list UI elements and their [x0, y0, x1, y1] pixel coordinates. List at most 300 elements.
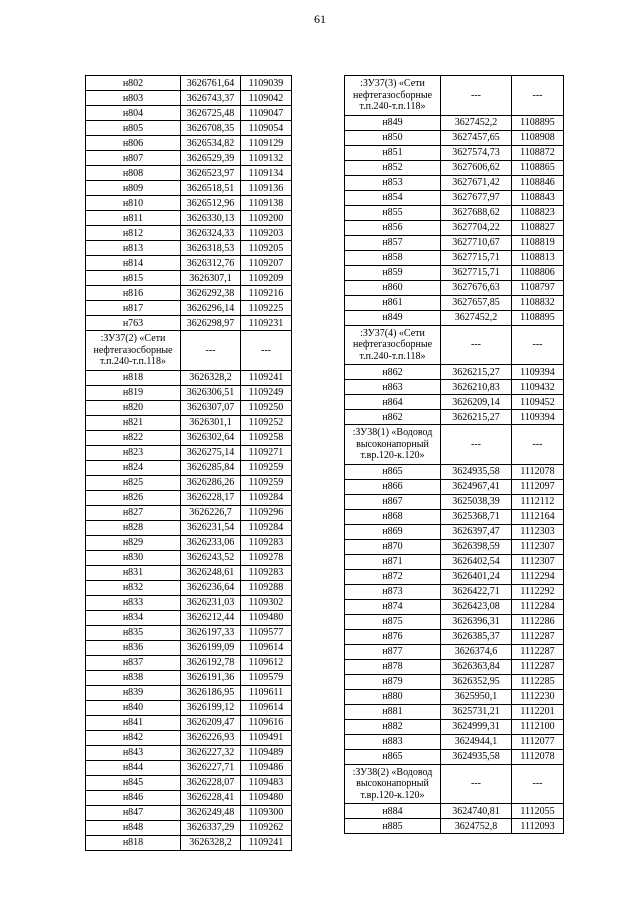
x-cell: 3627715,71: [441, 265, 512, 280]
x-cell: 3626396,31: [441, 614, 512, 629]
point-cell: н856: [345, 220, 441, 235]
y-cell: 1109231: [241, 316, 292, 331]
table-row: [345, 629, 564, 644]
y-cell: 1108813: [512, 250, 564, 265]
x-cell: 3626318,53: [181, 241, 241, 256]
x-cell: 3626249,48: [181, 805, 241, 820]
point-cell: н849: [345, 115, 441, 130]
x-cell: 3627606,62: [441, 160, 512, 175]
point-cell: н844: [86, 760, 181, 775]
point-cell: н807: [86, 151, 181, 166]
table-row: [86, 415, 292, 430]
x-cell: 3626226,93: [181, 730, 241, 745]
x-cell: 3626337,29: [181, 820, 241, 835]
point-cell: н818: [86, 835, 181, 850]
point-cell: н823: [86, 445, 181, 460]
y-cell: 1109283: [241, 535, 292, 550]
x-cell: 3626725,48: [181, 106, 241, 121]
table-row: [345, 479, 564, 494]
y-cell: 1109136: [241, 181, 292, 196]
x-cell: 3627671,42: [441, 175, 512, 190]
x-cell: 3626302,64: [181, 430, 241, 445]
x-cell: 3626210,83: [441, 380, 512, 395]
table-row: [86, 211, 292, 226]
point-cell: н833: [86, 595, 181, 610]
y-cell: 1109200: [241, 211, 292, 226]
table-row: [86, 460, 292, 475]
y-cell: 1109296: [241, 505, 292, 520]
point-cell: н851: [345, 145, 441, 160]
point-cell: н821: [86, 415, 181, 430]
y-cell: 1109054: [241, 121, 292, 136]
point-cell: н820: [86, 400, 181, 415]
x-cell: 3626226,7: [181, 505, 241, 520]
point-cell: н868: [345, 509, 441, 524]
x-cell: 3626209,14: [441, 395, 512, 410]
x-cell: 3626352,95: [441, 674, 512, 689]
point-cell: н806: [86, 136, 181, 151]
y-cell: 1109300: [241, 805, 292, 820]
x-cell: 3626298,97: [181, 316, 241, 331]
point-cell: н830: [86, 550, 181, 565]
y-cell: 1112294: [512, 569, 564, 584]
y-cell: 1112284: [512, 599, 564, 614]
y-cell: 1109207: [241, 256, 292, 271]
y-cell: 1112097: [512, 479, 564, 494]
point-cell: н879: [345, 674, 441, 689]
y-cell: 1109284: [241, 520, 292, 535]
y-cell: 1112285: [512, 674, 564, 689]
table-row: [86, 475, 292, 490]
point-cell: н822: [86, 430, 181, 445]
y-cell: 1109249: [241, 385, 292, 400]
x-cell: 3627452,2: [441, 310, 512, 325]
y-cell: 1109614: [241, 640, 292, 655]
y-cell: 1112100: [512, 719, 564, 734]
y-cell: 1109129: [241, 136, 292, 151]
x-cell: 3626215,27: [441, 410, 512, 425]
y-cell: 1112093: [512, 819, 564, 834]
table-row: [86, 121, 292, 136]
point-cell: н841: [86, 715, 181, 730]
x-cell: 3627677,97: [441, 190, 512, 205]
table-row: [86, 286, 292, 301]
y-cell: 1109241: [241, 370, 292, 385]
point-cell: н878: [345, 659, 441, 674]
x-cell: ---: [441, 325, 512, 365]
table-row: [86, 580, 292, 595]
table-row: [345, 719, 564, 734]
point-cell: н859: [345, 265, 441, 280]
point-cell: н834: [86, 610, 181, 625]
point-cell: н861: [345, 295, 441, 310]
table-row: [86, 400, 292, 415]
point-cell: н824: [86, 460, 181, 475]
x-cell: 3626312,76: [181, 256, 241, 271]
y-cell: 1109432: [512, 380, 564, 395]
point-cell: н842: [86, 730, 181, 745]
y-cell: 1109258: [241, 430, 292, 445]
x-cell: 3626363,84: [441, 659, 512, 674]
y-cell: 1108865: [512, 160, 564, 175]
x-cell: 3627574,73: [441, 145, 512, 160]
y-cell: 1112164: [512, 509, 564, 524]
y-cell: 1112303: [512, 524, 564, 539]
table-row: [86, 241, 292, 256]
point-cell: н855: [345, 205, 441, 220]
table-row: [345, 614, 564, 629]
table-row: [86, 820, 292, 835]
x-cell: 3626423,08: [441, 599, 512, 614]
point-cell: н867: [345, 494, 441, 509]
x-cell: 3627704,22: [441, 220, 512, 235]
y-cell: 1109612: [241, 655, 292, 670]
table-row: [86, 700, 292, 715]
x-cell: 3625038,39: [441, 494, 512, 509]
table-row: [345, 175, 564, 190]
table-row: [86, 550, 292, 565]
table-row: [86, 535, 292, 550]
table-row: [86, 151, 292, 166]
y-cell: 1109579: [241, 670, 292, 685]
point-cell: н849: [345, 310, 441, 325]
point-cell: н840: [86, 700, 181, 715]
x-cell: 3626534,82: [181, 136, 241, 151]
y-cell: 1109302: [241, 595, 292, 610]
table-row: [86, 226, 292, 241]
point-cell: н846: [86, 790, 181, 805]
table-row: [86, 430, 292, 445]
y-cell: ---: [241, 331, 292, 371]
point-cell: н866: [345, 479, 441, 494]
y-cell: 1109288: [241, 580, 292, 595]
x-cell: 3627457,65: [441, 130, 512, 145]
x-cell: 3626227,71: [181, 760, 241, 775]
point-cell: н838: [86, 670, 181, 685]
point-cell: н870: [345, 539, 441, 554]
table-row: [345, 524, 564, 539]
table-row: [86, 730, 292, 745]
point-cell: н809: [86, 181, 181, 196]
page-number: 61: [314, 12, 326, 26]
table-row: [345, 734, 564, 749]
y-cell: 1108806: [512, 265, 564, 280]
table-row: [86, 166, 292, 181]
y-cell: 1108827: [512, 220, 564, 235]
x-cell: ---: [441, 425, 512, 465]
point-cell: н815: [86, 271, 181, 286]
table-row: [86, 316, 292, 331]
y-cell: 1112201: [512, 704, 564, 719]
x-cell: 3626192,78: [181, 655, 241, 670]
point-cell: н860: [345, 280, 441, 295]
x-cell: 3624999,31: [441, 719, 512, 734]
y-cell: 1109241: [241, 835, 292, 850]
x-cell: 3626236,64: [181, 580, 241, 595]
x-cell: 3624740,81: [441, 804, 512, 819]
table-row: [345, 804, 564, 819]
table-row: [86, 271, 292, 286]
y-cell: 1112055: [512, 804, 564, 819]
table-row: [86, 256, 292, 271]
point-cell: н805: [86, 121, 181, 136]
point-cell: н826: [86, 490, 181, 505]
x-cell: 3626301,1: [181, 415, 241, 430]
x-cell: 3624944,1: [441, 734, 512, 749]
y-cell: 1108843: [512, 190, 564, 205]
x-cell: 3627710,67: [441, 235, 512, 250]
table-row: [345, 205, 564, 220]
y-cell: 1108819: [512, 235, 564, 250]
table-row: [86, 136, 292, 151]
point-cell: н873: [345, 584, 441, 599]
x-cell: 3624935,58: [441, 749, 512, 764]
table-row: [345, 689, 564, 704]
table-row: [86, 715, 292, 730]
y-cell: 1109132: [241, 151, 292, 166]
y-cell: 1109138: [241, 196, 292, 211]
x-cell: 3626761,64: [181, 76, 241, 91]
point-cell: н825: [86, 475, 181, 490]
table-row: [345, 704, 564, 719]
y-cell: 1109216: [241, 286, 292, 301]
x-cell: 3626324,33: [181, 226, 241, 241]
x-cell: 3627452,2: [441, 115, 512, 130]
table-row: [345, 115, 564, 130]
y-cell: 1109394: [512, 410, 564, 425]
x-cell: 3626296,14: [181, 301, 241, 316]
table-row: [86, 745, 292, 760]
table-row: [345, 554, 564, 569]
y-cell: 1108872: [512, 145, 564, 160]
x-cell: 3626398,59: [441, 539, 512, 554]
x-cell: 3627676,63: [441, 280, 512, 295]
x-cell: ---: [181, 331, 241, 371]
table-row: [345, 380, 564, 395]
x-cell: 3626227,32: [181, 745, 241, 760]
x-cell: 3626212,44: [181, 610, 241, 625]
table-row: [345, 464, 564, 479]
x-cell: 3626330,13: [181, 211, 241, 226]
x-cell: 3626328,2: [181, 835, 241, 850]
point-cell: н827: [86, 505, 181, 520]
section-header-row: [345, 325, 564, 365]
point-cell: н858: [345, 250, 441, 265]
point-cell: н884: [345, 804, 441, 819]
x-cell: 3626199,09: [181, 640, 241, 655]
table-row: [345, 569, 564, 584]
y-cell: 1109262: [241, 820, 292, 835]
point-cell: н813: [86, 241, 181, 256]
y-cell: 1108846: [512, 175, 564, 190]
section-header-row: [345, 425, 564, 465]
x-cell: 3626422,71: [441, 584, 512, 599]
coordinates-table-right: [344, 75, 564, 834]
x-cell: 3626243,52: [181, 550, 241, 565]
y-cell: 1108895: [512, 310, 564, 325]
table-row: [345, 220, 564, 235]
table-row: [86, 490, 292, 505]
y-cell: 1112286: [512, 614, 564, 629]
table-row: [86, 370, 292, 385]
y-cell: 1112287: [512, 659, 564, 674]
y-cell: 1109486: [241, 760, 292, 775]
table-row: [86, 565, 292, 580]
y-cell: 1112077: [512, 734, 564, 749]
point-cell: н883: [345, 734, 441, 749]
point-cell: н885: [345, 819, 441, 834]
x-cell: 3626385,37: [441, 629, 512, 644]
table-row: [86, 181, 292, 196]
x-cell: 3624935,58: [441, 464, 512, 479]
x-cell: 3626275,14: [181, 445, 241, 460]
point-cell: н850: [345, 130, 441, 145]
y-cell: 1112292: [512, 584, 564, 599]
y-cell: 1109259: [241, 460, 292, 475]
table-row: [345, 310, 564, 325]
y-cell: 1109491: [241, 730, 292, 745]
point-cell: н857: [345, 235, 441, 250]
y-cell: 1108895: [512, 115, 564, 130]
table-row: [345, 295, 564, 310]
y-cell: 1112112: [512, 494, 564, 509]
x-cell: ---: [441, 76, 512, 116]
y-cell: ---: [512, 425, 564, 465]
point-cell: н817: [86, 301, 181, 316]
point-cell: н874: [345, 599, 441, 614]
y-cell: 1108797: [512, 280, 564, 295]
x-cell: 3626529,39: [181, 151, 241, 166]
table-row: [345, 410, 564, 425]
point-cell: н819: [86, 385, 181, 400]
y-cell: 1109614: [241, 700, 292, 715]
y-cell: 1109284: [241, 490, 292, 505]
y-cell: 1112287: [512, 629, 564, 644]
point-cell: н812: [86, 226, 181, 241]
table-row: [86, 595, 292, 610]
x-cell: 3626209,47: [181, 715, 241, 730]
x-cell: 3624967,41: [441, 479, 512, 494]
table-row: [345, 599, 564, 614]
y-cell: 1109252: [241, 415, 292, 430]
x-cell: 3626374,6: [441, 644, 512, 659]
x-cell: 3626199,12: [181, 700, 241, 715]
point-cell: н843: [86, 745, 181, 760]
coordinates-table-left: [85, 75, 292, 851]
point-cell: н828: [86, 520, 181, 535]
table-row: [345, 250, 564, 265]
table-row: [86, 775, 292, 790]
section-label-cell: :ЗУ38(2) «Водовод высоконапорный т.вр.120-к.120»: [345, 764, 441, 804]
point-cell: н802: [86, 76, 181, 91]
point-cell: н876: [345, 629, 441, 644]
y-cell: 1112307: [512, 554, 564, 569]
table-row: [86, 520, 292, 535]
y-cell: 1109611: [241, 685, 292, 700]
x-cell: 3626231,54: [181, 520, 241, 535]
x-cell: 3626292,38: [181, 286, 241, 301]
x-cell: 3626512,96: [181, 196, 241, 211]
table-row: [345, 280, 564, 295]
y-cell: 1109480: [241, 610, 292, 625]
x-cell: 3625368,71: [441, 509, 512, 524]
point-cell: н881: [345, 704, 441, 719]
x-cell: 3626518,51: [181, 181, 241, 196]
x-cell: 3624752,8: [441, 819, 512, 834]
table-row: [345, 509, 564, 524]
point-cell: н818: [86, 370, 181, 385]
section-header-row: [345, 76, 564, 116]
table-row: [86, 790, 292, 805]
point-cell: н882: [345, 719, 441, 734]
point-cell: н804: [86, 106, 181, 121]
y-cell: 1109205: [241, 241, 292, 256]
point-cell: н854: [345, 190, 441, 205]
x-cell: 3626228,17: [181, 490, 241, 505]
y-cell: 1109225: [241, 301, 292, 316]
table-row: [86, 196, 292, 211]
section-label-cell: :ЗУ38(1) «Водовод высоконапорный т.вр.120-к.120»: [345, 425, 441, 465]
table-row: [86, 385, 292, 400]
table-row: [86, 76, 292, 91]
x-cell: 3626228,07: [181, 775, 241, 790]
table-row: [86, 805, 292, 820]
y-cell: 1109209: [241, 271, 292, 286]
y-cell: 1109283: [241, 565, 292, 580]
x-cell: 3626186,95: [181, 685, 241, 700]
x-cell: 3626228,41: [181, 790, 241, 805]
y-cell: 1109489: [241, 745, 292, 760]
point-cell: н837: [86, 655, 181, 670]
table-row: [86, 301, 292, 316]
point-cell: н862: [345, 365, 441, 380]
table-row: [345, 130, 564, 145]
y-cell: 1109039: [241, 76, 292, 91]
point-cell: н852: [345, 160, 441, 175]
y-cell: 1109271: [241, 445, 292, 460]
point-cell: н829: [86, 535, 181, 550]
x-cell: 3626328,2: [181, 370, 241, 385]
point-cell: н865: [345, 749, 441, 764]
point-cell: н877: [345, 644, 441, 659]
table-row: [345, 190, 564, 205]
table-row: [345, 145, 564, 160]
y-cell: 1109042: [241, 91, 292, 106]
table-row: [86, 91, 292, 106]
section-header-row: [86, 331, 292, 371]
table-row: [86, 625, 292, 640]
x-cell: 3626286,26: [181, 475, 241, 490]
table-row: [345, 235, 564, 250]
section-label-cell: :ЗУ37(4) «Сети нефтегазосборные т.п.240-т.п.118»: [345, 325, 441, 365]
point-cell: н816: [86, 286, 181, 301]
point-cell: н872: [345, 569, 441, 584]
x-cell: 3626397,47: [441, 524, 512, 539]
section-label-cell: :ЗУ37(3) «Сети нефтегазосборные т.п.240-т.п.118»: [345, 76, 441, 116]
x-cell: 3627688,62: [441, 205, 512, 220]
table-row: [345, 674, 564, 689]
y-cell: 1108908: [512, 130, 564, 145]
y-cell: 1109452: [512, 395, 564, 410]
point-cell: н814: [86, 256, 181, 271]
table-row: [345, 365, 564, 380]
x-cell: 3626285,84: [181, 460, 241, 475]
x-cell: 3626708,35: [181, 121, 241, 136]
point-cell: н848: [86, 820, 181, 835]
table-row: [86, 655, 292, 670]
section-label-cell: :ЗУ37(2) «Сети нефтегазосборные т.п.240-т.п.118»: [86, 331, 181, 371]
y-cell: 1109483: [241, 775, 292, 790]
